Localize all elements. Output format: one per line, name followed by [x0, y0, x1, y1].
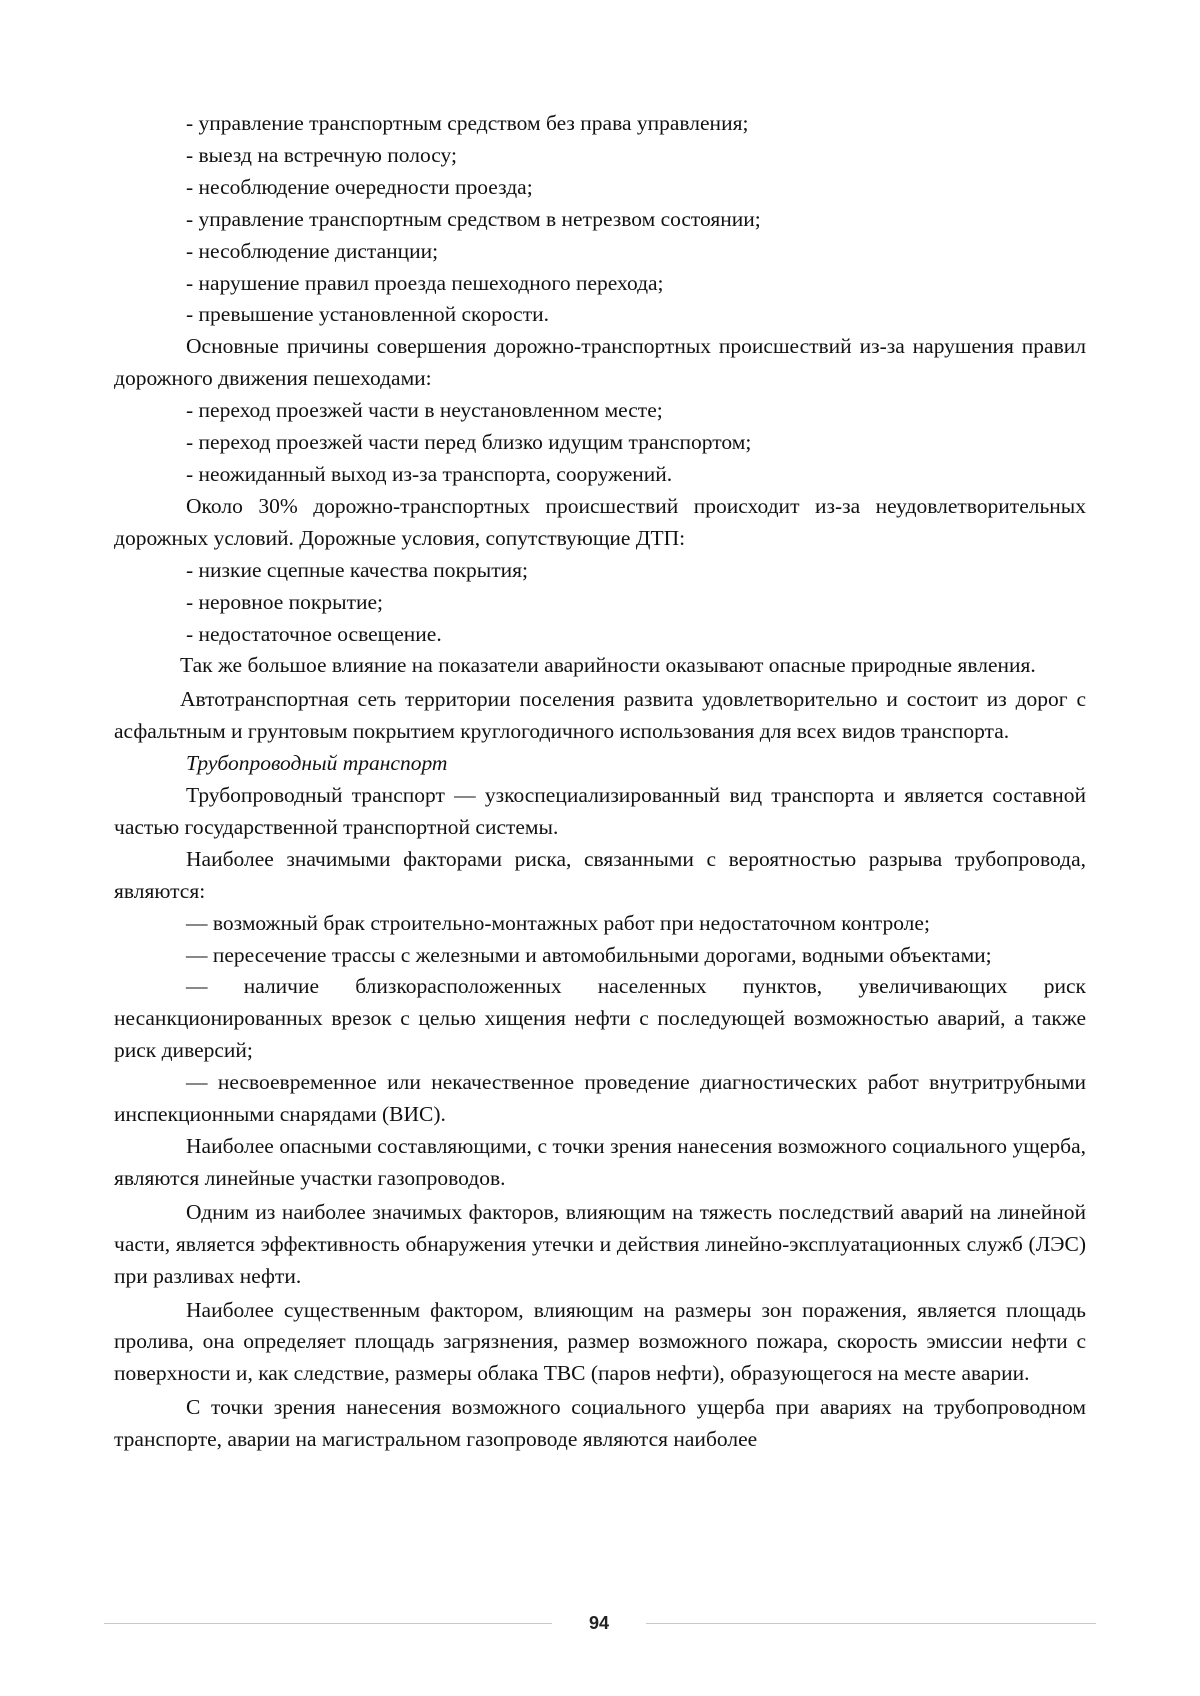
section-heading-pipeline: Трубопроводный транспорт: [186, 751, 448, 776]
footer-rule-right: [646, 1623, 1096, 1624]
risk-factor-item-4: — несвоевременное или некачественное проведение диагностических работ внутритрубными инспекционными снарядами (ВИС).: [114, 1070, 1086, 1127]
driver-violation-item-3: - несоблюдение очередности проезда;: [186, 174, 533, 199]
paragraph-leak-detection: Одним из наиболее значимых факторов, влияющим на тяжесть последствий аварий на линейной части, является эффективность обнаружения утечки и действия линейно-эксплуатационных служб (ЛЭС) при разливах нефти.: [114, 1199, 1086, 1288]
road-condition-item-1: - низкие сцепные качества покрытия;: [186, 557, 528, 582]
road-condition-item-3: - недостаточное освещение.: [186, 621, 442, 646]
page-number: 94: [588, 1613, 610, 1633]
paragraph-natural-phenomena: Так же большое влияние на показатели аварийности оказывают опасные природные явления.: [180, 653, 1036, 678]
driver-violation-item-5: - несоблюдение дистанции;: [186, 238, 439, 263]
paragraph-spill-area: Наиболее существенным фактором, влияющим на размеры зон поражения, является площадь пролива, она определяет площадь загрязнения, размер возможного пожара, скорость эмиссии нефти с поверхности и, как следствие, размеры облака ТВС (паров нефти), образующегося на месте аварии.: [114, 1297, 1086, 1386]
paragraph-road-conditions: Около 30% дорожно-транспортных происшествий происходит из-за неудовлетворительных дорожных условий. Дорожные условия, сопутствующие ДТП:: [114, 493, 1086, 550]
pedestrian-cause-item-3: - неожиданный выход из-за транспорта, сооружений.: [186, 461, 673, 486]
driver-violation-item-4: - управление транспортным средством в нетрезвом состоянии;: [186, 206, 761, 231]
pedestrian-cause-item-1: - переход проезжей части в неустановленном месте;: [186, 398, 663, 423]
page-footer: [104, 1608, 1096, 1638]
document-body: [114, 108, 1086, 1456]
paragraph-pipeline-intro: Трубопроводный транспорт — узкоспециализированный вид транспорта и является составной частью государственной транспортной системы.: [114, 783, 1086, 839]
risk-factor-item-3: — наличие близкорасположенных населенных пунктов, увеличивающих риск несанкционированных врезок с целью хищения нефти с последующей возможностью аварий, а также риск диверсий;: [114, 974, 1086, 1063]
driver-violation-item-2: - выезд на встречную полосу;: [186, 142, 457, 167]
paragraph-risk-factors: Наиболее значимыми факторами риска, связанными с вероятностью разрыва трубопровода, являются:: [114, 846, 1086, 903]
driver-violation-item-1: - управление транспортным средством без права управления;: [186, 111, 749, 135]
road-condition-item-2: - неровное покрытие;: [186, 589, 383, 614]
risk-factor-item-2: — пересечение трассы с железными и автомобильными дорогами, водными объектами;: [186, 942, 992, 967]
paragraph-pedestrian-causes: Основные причины совершения дорожно-транспортных происшествий из-за нарушения правил дорожного движения пешеходами:: [114, 334, 1086, 391]
paragraph-road-network: Автотранспортная сеть территории поселения развита удовлетворительно и состоит из дорог с асфальтным и грунтовым покрытием круглогодичного использования для всех видов транспорта.: [114, 687, 1086, 744]
footer-rule-left: [104, 1623, 552, 1624]
risk-factor-item-1: — возможный брак строительно-монтажных работ при недостаточном контроле;: [186, 910, 930, 935]
paragraph-social-damage: С точки зрения нанесения возможного социального ущерба при авариях на трубопроводном транспорте, аварии на магистральном газопроводе являются наиболее: [114, 1395, 1086, 1452]
driver-violation-item-7: - превышение установленной скорости.: [186, 302, 549, 327]
paragraph-dangerous-components: Наиболее опасными составляющими, с точки зрения нанесения возможного социального ущерба, являются линейные участки газопроводов.: [114, 1134, 1086, 1190]
pedestrian-cause-item-2: - переход проезжей части перед близко идущим транспортом;: [186, 430, 752, 455]
driver-violation-item-6: - нарушение правил проезда пешеходного перехода;: [186, 270, 664, 295]
